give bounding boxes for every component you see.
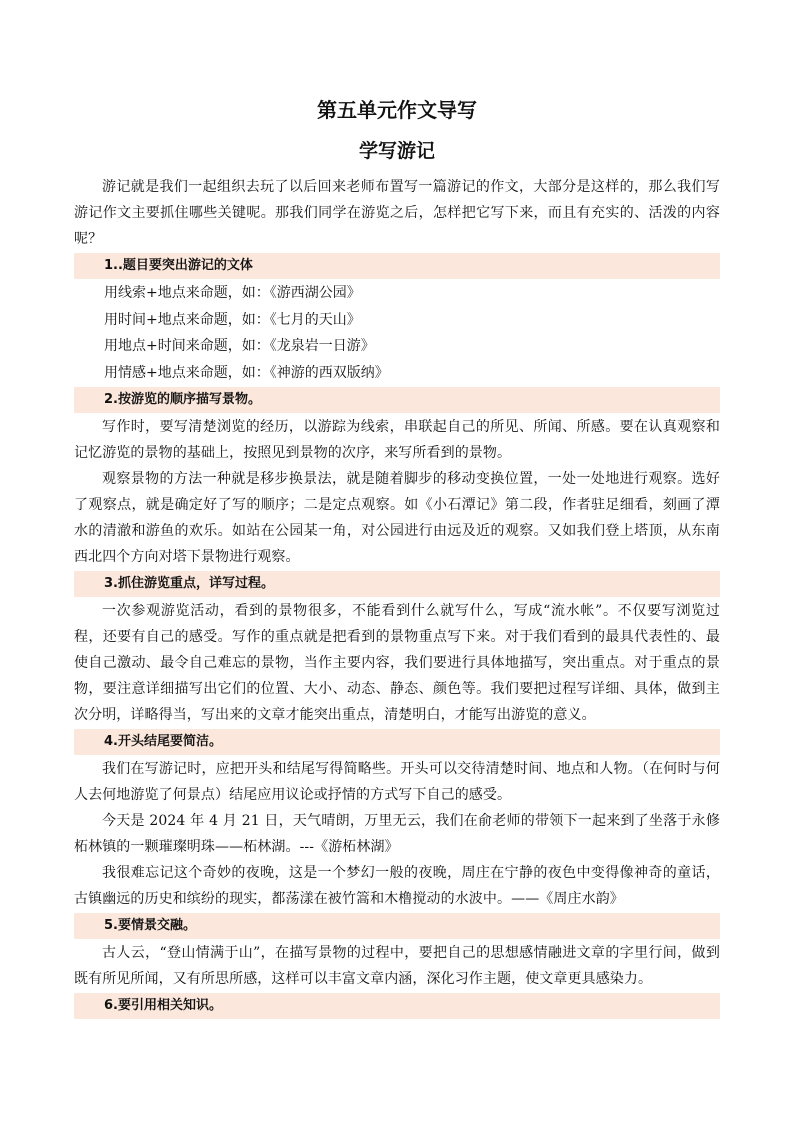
section-heading-2: 2.按游览的顺序描写景物。: [74, 387, 720, 413]
section-heading-5: 5.要情景交融。: [74, 913, 720, 939]
page-subtitle: 学写游记: [358, 140, 435, 162]
list-item: 用线索+地点来命题，如：《游西湖公园》: [104, 285, 361, 301]
body-paragraph: 观察景物的方法一种就是移步换景法，就是随着脚步的移动变换位置，一处一处地进行观察。选好了观察点，就是确定好了写的顺序；二是定点观察。如《小石潭记》第二段，作者驻足细看，刻画了潭水的清澈和游鱼的欢乐。如站在公园某一角，对公园进行由远及近的观察。又如我们登上塔顶，从东南西北四个方向对塔下景物进行观察。: [74, 471, 720, 565]
body-paragraph: 写作时，要写清楚浏览的经历，以游踪为线索，串联起自己的所见、所闻、所感。要在认真观察和记忆游览的景物的基础上，按照见到景物的次序，来写所看到的景物。: [74, 419, 720, 461]
list-item: 用地点+时间来命题，如：《龙泉岩一日游》: [104, 338, 375, 354]
list-item: 用情感+地点来命题，如：《神游的西双版纳》: [104, 364, 389, 381]
document-content: [74, 96, 720, 1020]
body-paragraph: 一次参观游览活动，看到的景物很多，不能看到什么就写什么，写成“流水帐”。不仅要写浏览过程，还要有自己的感受。写作的重点就是把看到的景物重点写下来。对于我们看到的最具代表性的、最使自己激动、最令自己难忘的景物，当作主要内容，我们要进行具体地描写，突出重点。对于重点的景物，要注意详细描写出它们的位置、大小、动态、静态、颜色等。我们要把过程写详细、具体，做到主次分明，详略得当，写出来的文章才能突出重点，清楚明白，才能写出游览的意义。: [74, 603, 720, 723]
example-paragraph: 今天是 2024 年 4 月 21 日，天气晴朗，万里无云，我们在俞老师的带领下一起来到了坐落于永修柘林镇的一颗璀璨明珠——柘林湖。---《游柘林湖》: [74, 813, 720, 855]
intro-paragraph: 游记就是我们一起组织去玩了以后回来老师布置写一篇游记的作文，大部分是这样的，那么我们写游记作文主要抓住哪些关键呢。那我们同学在游览之后，怎样把它写下来，而且有充实的、活泼的内容呢？: [74, 179, 720, 247]
page-title: 第五单元作文导写: [317, 98, 477, 122]
list-item: 用时间+地点来命题，如：《七月的天山》: [104, 311, 361, 328]
body-paragraph: 古人云，“登山情满于山”，在描写景物的过程中，要把自己的思想感情融进文章的字里行间，做到既有所见所闻，又有所思所感，这样可以丰富文章内涵，深化习作主题，使文章更具感染力。: [74, 945, 720, 987]
section-heading-4: 4.开头结尾要简洁。: [74, 729, 720, 755]
example-paragraph: 我很难忘记这个奇妙的夜晚，这是一个梦幻一般的夜晚，周庄在宁静的夜色中变得像神奇的童话，古镇幽远的历史和缤纷的现实，都荡漾在被竹篙和木橹搅动的水波中。——《周庄水韵》: [74, 865, 720, 907]
section-heading-6: 6.要引用相关知识。: [74, 993, 720, 1019]
section-heading-1: 1..题目要突出游记的文体: [74, 253, 720, 279]
section-heading-3: 3.抓住游览重点，详写过程。: [74, 571, 720, 597]
body-paragraph: 我们在写游记时，应把开头和结尾写得简略些。开头可以交待清楚时间、地点和人物。（在何时与何人去何地游览了何景点）结尾应用议论或抒情的方式写下自己的感受。: [74, 761, 720, 803]
